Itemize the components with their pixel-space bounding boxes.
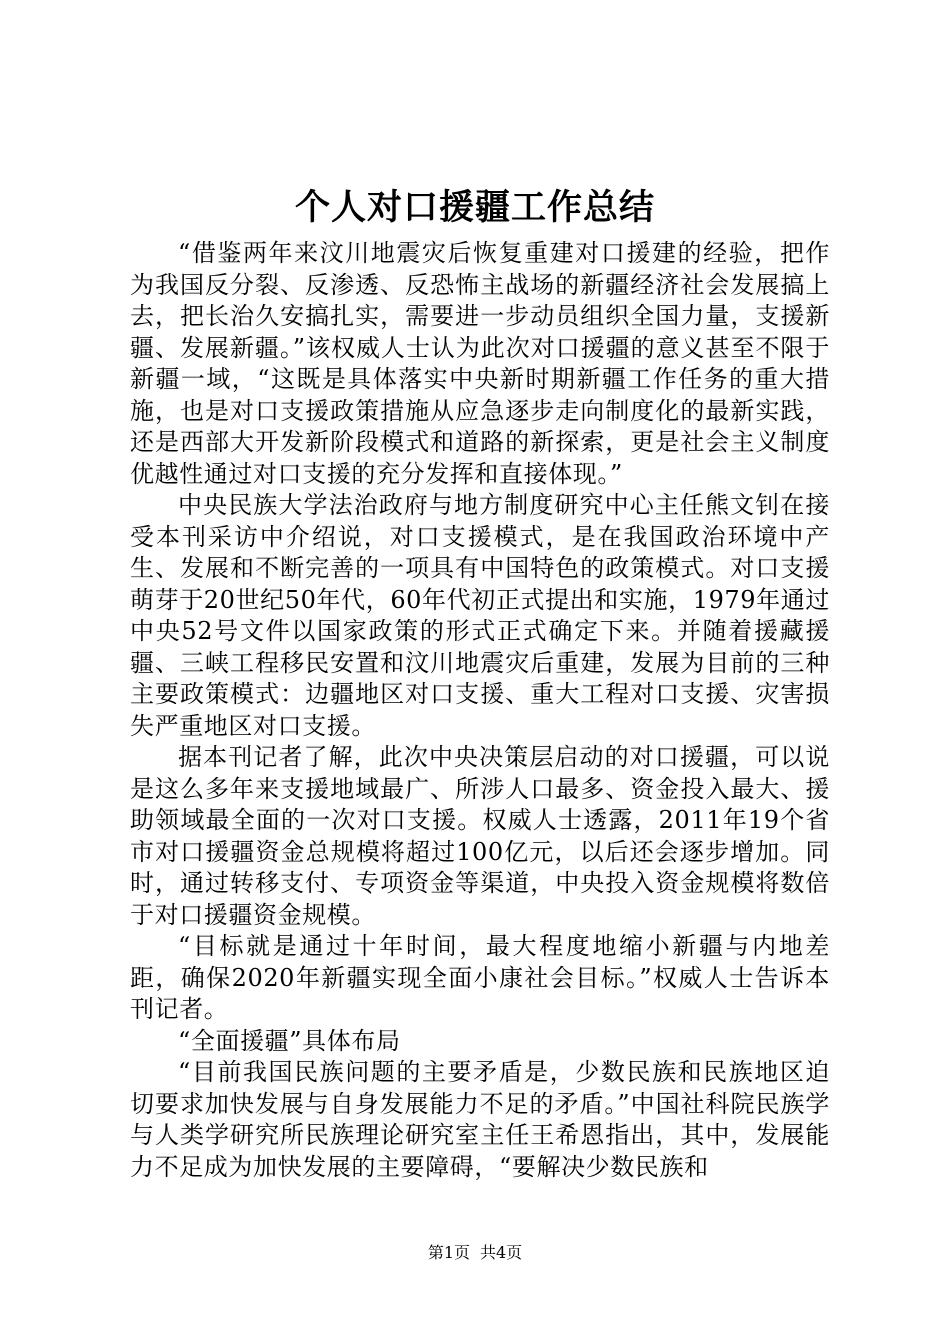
paragraph: “目标就是通过十年时间，最大程度地缩小新疆与内地差距，确保2020年新疆实现全面小康社会目标。”权威人士告诉本刊记者。 [130, 932, 830, 1023]
document-title: 个人对口援疆工作总结 [294, 187, 655, 228]
section-heading: “全面援疆”具体布局 [178, 1026, 401, 1055]
paragraph: 据本刊记者了解，此次中央决策层启动的对口援疆，可以说是这么多年来支援地域最广、所涉人口最多、资金投入最大、援助领域最全面的一次对口支援。权威人士透露，2011年19个省市对口援疆资金总规模将超过100亿元，以后还会逐步增加。同时，通过转移支付、专项资金等渠道，中央投入资金规模将数倍于对口援疆资金规模。 [130, 743, 830, 929]
page-footer [0, 1241, 950, 1265]
paragraph: “目前我国民族问题的主要矛盾是，少数民族和民族地区迫切要求加快发展与自身发展能力不足的矛盾。”中国社科院民族学与人类学研究所民族理论研究室主任王希恩指出，其中，发展能力不足成为加快发展的主要障碍，“要解决少数民族和 [130, 1058, 830, 1181]
paragraph: “借鉴两年来汶川地震灾后恢复重建对口援建的经验，把作为我国反分裂、反渗透、反恐怖主战场的新疆经济社会发展搞上去，把长治久安搞扎实，需要进一步动员组织全国力量，支援新疆、发展新疆。”该权威人士认为此次对口援疆的意义甚至不限于新疆一域，“这既是具体落实中央新时期新疆工作任务的重大措施，也是对口支援政策措施从应急逐步走向制度化的最新实践，还是西部大开发新阶段模式和道路的新探索，更是社会主义制度优越性通过对口支援的充分发挥和直接体现。” [130, 239, 830, 488]
page-total: 共4页 [480, 1243, 523, 1262]
document-body [130, 238, 830, 1183]
paragraph: 中央民族大学法治政府与地方制度研究中心主任熊文钊在接受本刊采访中介绍说，对口支援模式，是在我国政治环境中产生、发展和不断完善的一项具有中国特色的政策模式。对口支援萌芽于20世纪50年代，60年代初正式提出和实施，1979年通过中央52号文件以国家政策的形式正式确定下来。并随着援藏援疆、三峡工程移民安置和汶川地震灾后重建，发展为目前的三种主要政策模式：边疆地区对口支援、重大工程对口支援、灾害损失严重地区对口支援。 [130, 491, 830, 740]
page-number: 第1页 [427, 1243, 470, 1262]
